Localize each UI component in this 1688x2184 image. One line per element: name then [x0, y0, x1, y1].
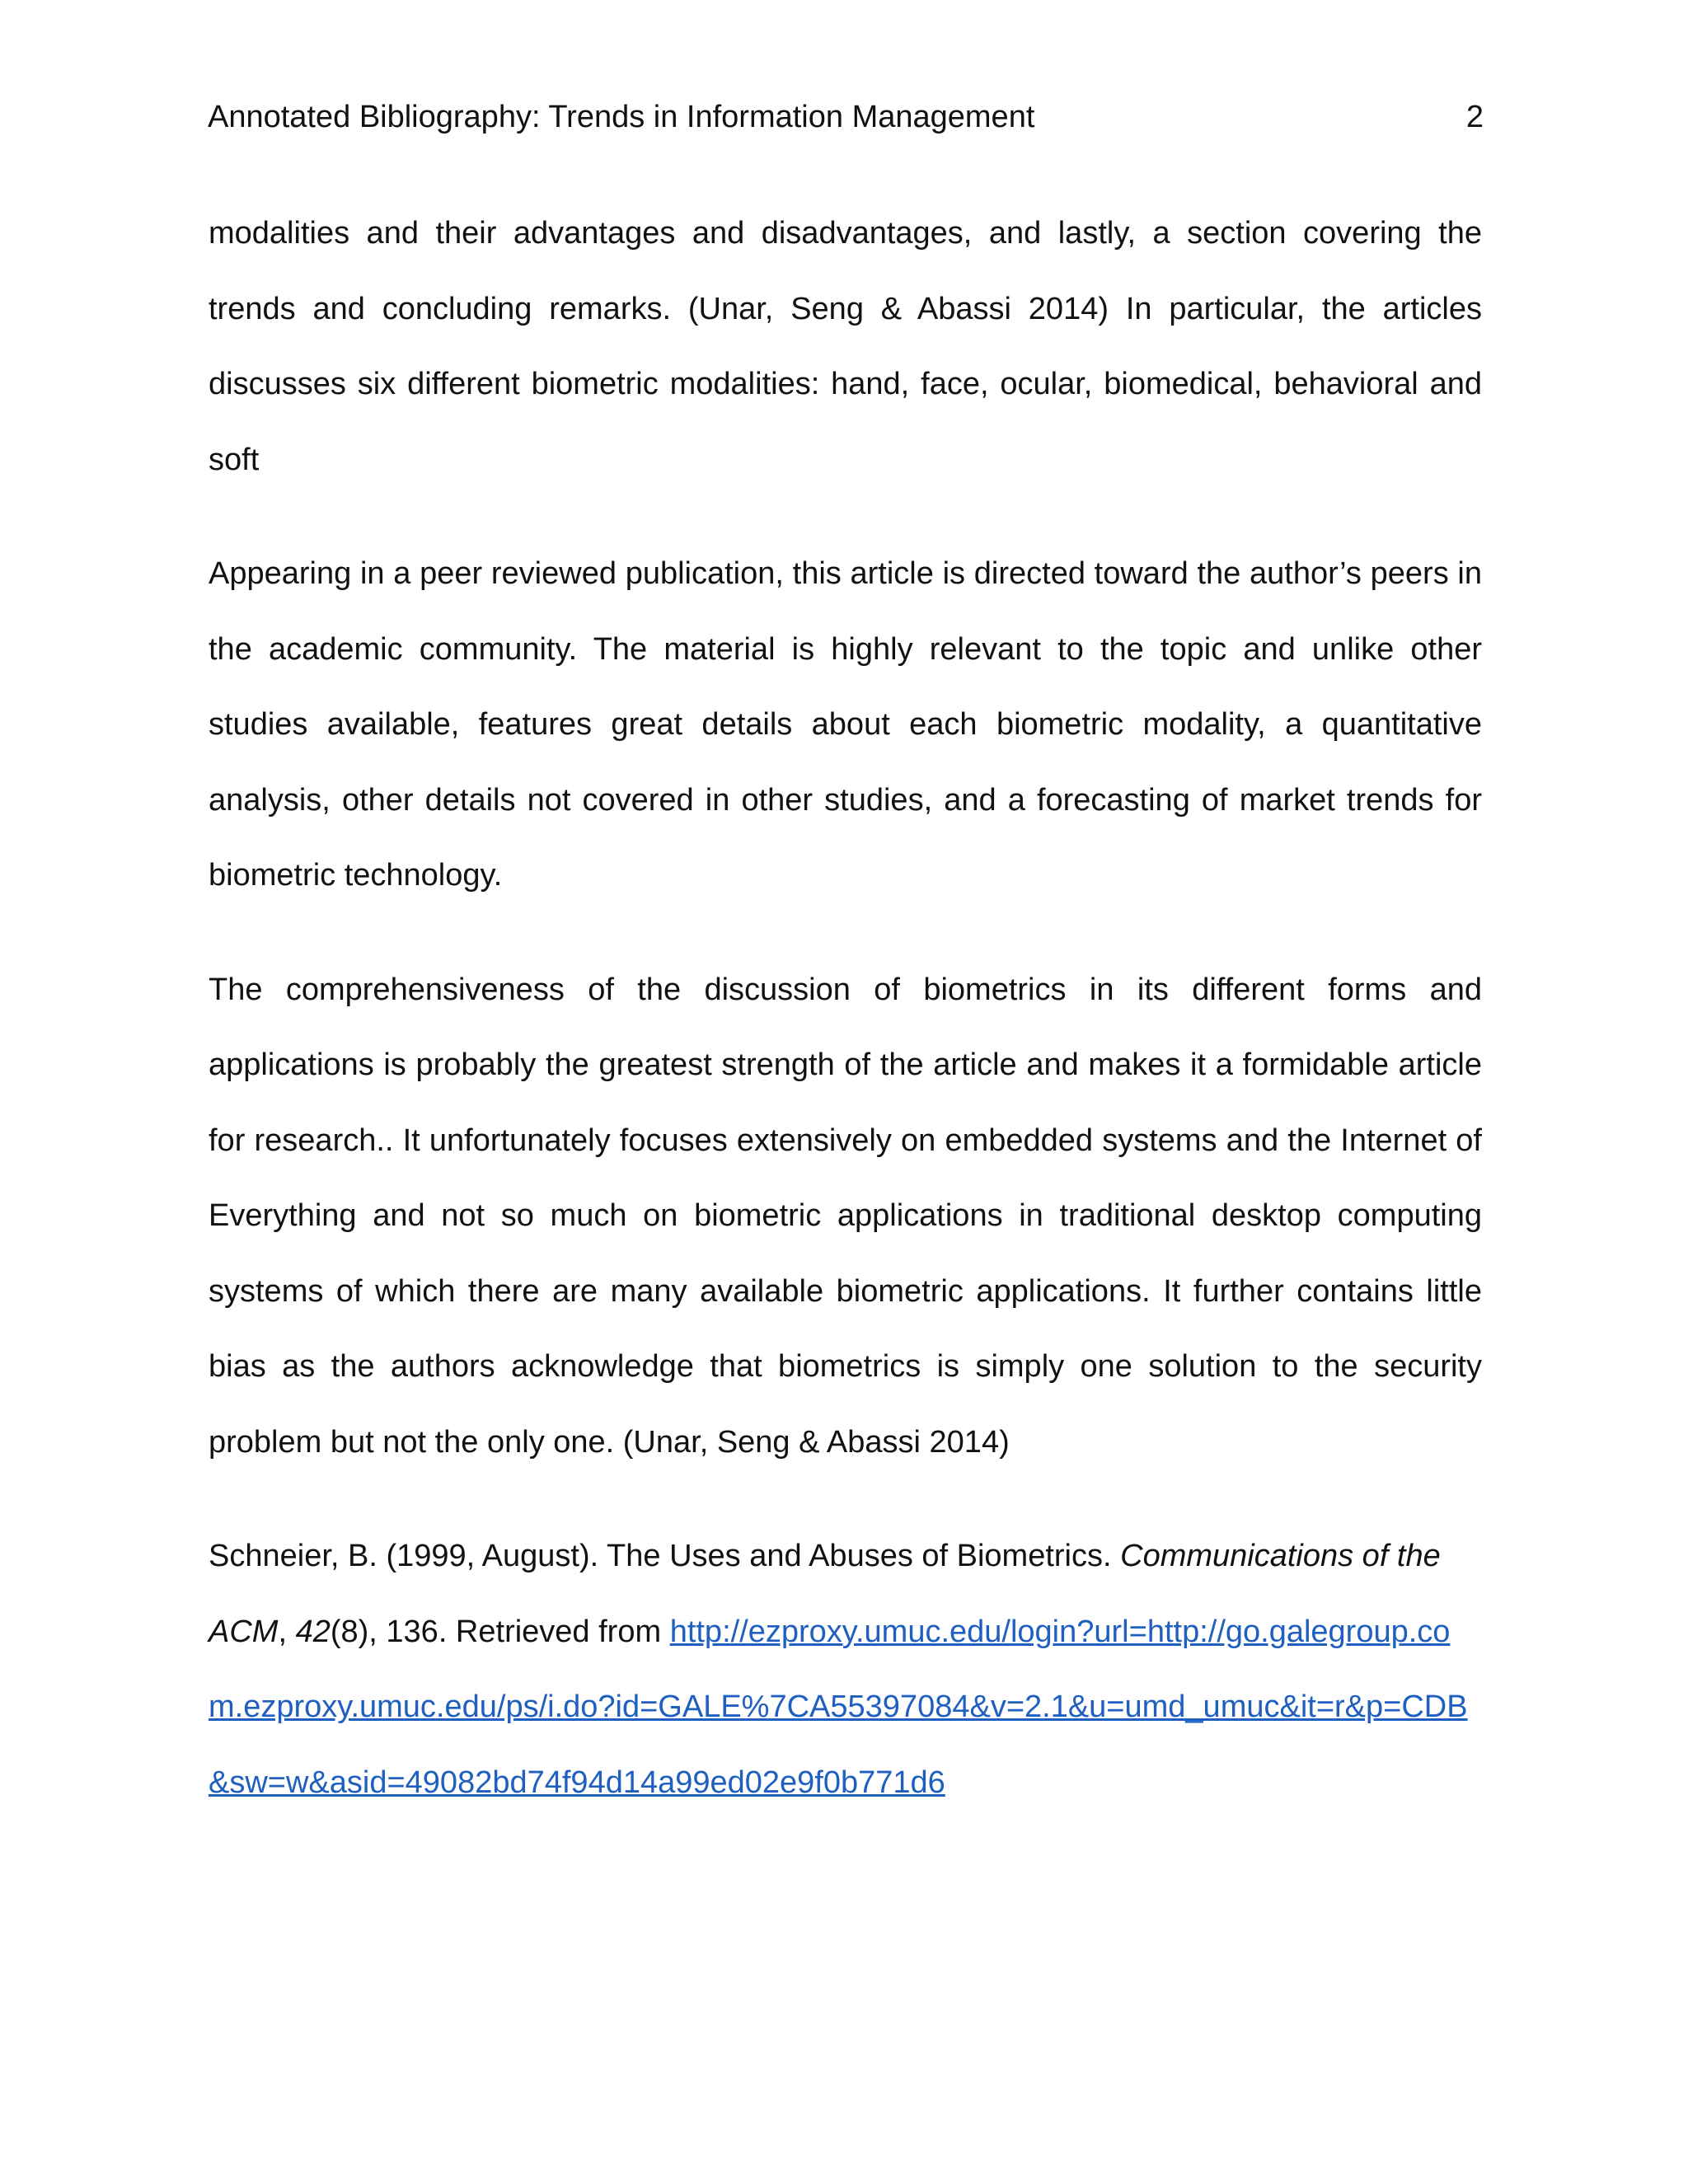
citation-authors-title: Schneier, B. (1999, August). The Uses and Abuses of Biometrics.	[209, 1539, 1121, 1573]
page-number: 2	[1465, 100, 1484, 134]
body-paragraph-2: Appearing in a peer reviewed publication, this article is directed toward the author’s peers in the academic community. The material is highly relevant to the topic and unlike other studies available, features great details about each biometric modality, a quantitative analysis, other details not covered in other studies, and a forecasting of market trends for biometric technology.	[209, 556, 1482, 893]
reference-citation	[209, 1519, 1482, 1821]
document-body	[209, 196, 1482, 1821]
body-paragraph-3: The comprehensiveness of the discussion of biometrics in its different forms and applications is probably the greatest strength of the article and makes it a formidable article for research.. It unfortunately focuses extensively on embedded systems and the Internet of Everything and not so much on biometric applications in traditional desktop computing systems of which there are many available biometric applications. It further contains little bias as the authors acknowledge that biometrics is simply one solution to the security problem but not the only one. (Unar, Seng & Abassi 2014)	[209, 972, 1482, 1460]
running-header	[208, 97, 1484, 137]
citation-volume: 42	[295, 1614, 331, 1649]
running-title: Annotated Bibliography: Trends in Information Management	[208, 100, 1035, 134]
citation-separator: ,	[278, 1614, 296, 1649]
citation-issue-pages: (8), 136. Retrieved from	[330, 1614, 670, 1649]
body-paragraph-1: modalities and their advantages and disadvantages, and lastly, a section covering the trends and concluding remarks. (Unar, Seng & Abassi 2014) In particular, the articles discusses six different biometric modalities: hand, face, ocular, biomedical, behavioral and soft	[209, 216, 1482, 477]
citation-journal: Communications of the ACM	[209, 1539, 1441, 1649]
citation-url-link[interactable]: http://ezproxy.umuc.edu/login?url=http://go.galegroup.com.ezproxy.umuc.edu/ps/i.do?id=GALE%7CA55397084&v=2.1&u=umd_umuc&it=r&p=CDB&sw=w&asid=49082bd74f94d14a99ed02e9f0b771d6	[209, 1614, 1468, 1800]
